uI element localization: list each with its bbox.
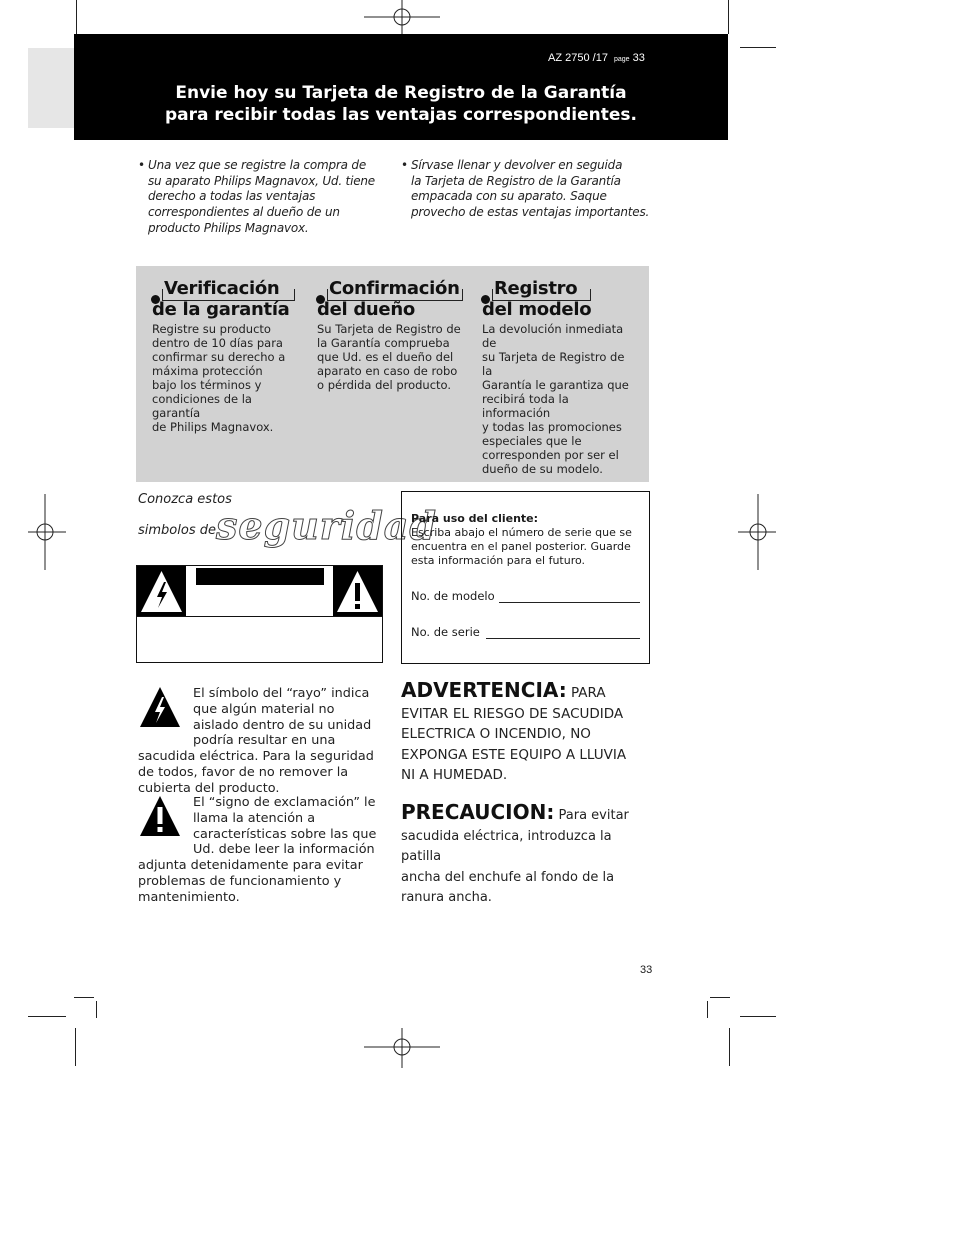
- intro-right-line: provecho de estas ventajas importantes.: [411, 205, 650, 220]
- body-line: condiciones de la garantía: [152, 392, 252, 420]
- intro-right-line: empacada con su aparato. Saque: [411, 189, 607, 204]
- lightning-triangle-icon: [138, 686, 193, 736]
- body-line: o pérdida del producto.: [317, 378, 452, 392]
- registration-mark-left: [28, 494, 66, 570]
- registration-mark-right: [738, 494, 776, 570]
- model-reference: [548, 52, 645, 64]
- body-line: y todas las promociones: [482, 420, 622, 434]
- precaucion-line: ranura ancha.: [401, 890, 492, 905]
- body-line: dentro de 10 días para: [152, 336, 283, 350]
- model-number-label: No. de modelo: [411, 589, 495, 603]
- intro-left-line: producto Philips Magnavox.: [148, 220, 309, 235]
- safety-intro-line-2: simbolos de: [138, 523, 216, 538]
- benefit-subtitle-warranty: de la garantía: [152, 299, 290, 320]
- title-line-2: para recibir todas las ventajas correspondientes.: [165, 105, 637, 125]
- advertencia-line: EVITAR EL RIESGO DE SACUDIDA: [401, 705, 624, 722]
- customer-info-box: [401, 491, 650, 664]
- intro-left-line: correspondientes al dueño de un: [148, 205, 340, 220]
- benefit-body-model: [482, 322, 632, 476]
- body-line: La devolución inmediata de: [482, 322, 624, 350]
- benefit-body-owner: [317, 322, 467, 392]
- intro-bullet-left: [138, 158, 375, 237]
- lightning-explanation-text: El símbolo del “rayo” indica que algún material no aislado dentro de su unidad podría resultar en una sacudida eléctrica. Para la seguridad de todos, favor de no remover la cubierta del producto.: [138, 686, 374, 796]
- benefit-body-warranty: [152, 322, 302, 434]
- body-line: que Ud. es el dueño del: [317, 350, 454, 364]
- advertencia-line: NI A HUMEDAD.: [401, 767, 508, 783]
- benefit-subtitle-model: del modelo: [482, 299, 592, 320]
- lightning-explanation: [138, 686, 380, 797]
- page-word: page: [613, 56, 630, 63]
- page-number: 33: [640, 964, 653, 976]
- title-line-1: Envie hoy su Tarjeta de Registro de la Garantía: [175, 83, 627, 103]
- body-line: máxima protección: [152, 364, 263, 378]
- safety-intro-line-1: Conozca estos: [138, 492, 232, 507]
- exclamation-triangle-icon: [138, 795, 193, 845]
- body-line: Garantía le garantiza que: [482, 378, 629, 392]
- bullet-dot: •: [401, 158, 408, 172]
- body-line: especiales que le: [482, 434, 582, 448]
- precaucion-block: [401, 802, 649, 909]
- bullet-dot: •: [138, 158, 145, 172]
- body-line: corresponden por ser el: [482, 448, 619, 462]
- intro-left-line: su aparato Philips Magnavox, Ud. tiene: [148, 173, 375, 188]
- precaucion-line: sacudida eléctrica, introduzca la patilla: [401, 828, 612, 864]
- exclamation-explanation: [138, 795, 380, 906]
- advertencia-line: EXPONGA ESTE EQUIPO A LLUVIA: [401, 746, 627, 763]
- intro-right-line: la Tarjeta de Registro de la Garantía: [411, 173, 621, 188]
- exclamation-panel: [333, 566, 382, 616]
- body-line: de Philips Magnavox.: [152, 420, 274, 434]
- benefit-title-warranty: Verificación: [164, 278, 280, 299]
- advertencia-heading: ADVERTENCIA:: [401, 678, 567, 702]
- label-divider: [137, 616, 382, 617]
- precaucion-lead: Para evitar: [558, 808, 629, 823]
- customer-box-text: Escriba abajo el número de serie que se encuentra en el panel posterior. Guarde esta información para el futuro.: [411, 526, 632, 567]
- model-code: AZ 2750 /17: [548, 52, 608, 64]
- lightning-panel: [137, 566, 186, 616]
- benefit-title-owner: Confirmación: [329, 278, 460, 299]
- serial-number-line: [486, 638, 640, 639]
- header-page-number: 33: [632, 52, 645, 64]
- registration-mark-bottom: [364, 1028, 440, 1068]
- body-line: la Garantía comprueba: [317, 336, 450, 350]
- advertencia-block: [401, 680, 649, 786]
- body-line: bajo los términos y: [152, 378, 262, 392]
- exclamation-triangle-icon: [333, 566, 382, 616]
- advertencia-lead: PARA: [571, 685, 606, 701]
- customer-box-title: Para uso del cliente:: [411, 512, 539, 525]
- serial-number-label: No. de serie: [411, 625, 480, 639]
- exclamation-explanation-text: El “signo de exclamación” le llama la atención a características sobre las que Ud. debe leer la información adjunta detenidamente para evitar problemas de funcionamiento y mantenimiento.: [138, 795, 377, 905]
- body-line: Registre su producto: [152, 322, 271, 336]
- page-title: [74, 82, 728, 126]
- intro-right-line: Sírvase llenar y devolver en seguida: [411, 158, 623, 172]
- benefit-subtitle-owner: del dueño: [317, 299, 415, 320]
- precaucion-line: ancha del enchufe al fondo de la: [401, 869, 615, 885]
- model-number-line: [499, 602, 640, 603]
- seguridad-wordmark: seguridad: [216, 503, 437, 548]
- body-line: su Tarjeta de Registro de la: [482, 350, 625, 378]
- advertencia-line: ELECTRICA O INCENDIO, NO: [401, 726, 591, 742]
- body-line: recibirá toda la información: [482, 392, 569, 420]
- lightning-triangle-icon: [137, 566, 186, 616]
- body-line: Su Tarjeta de Registro de: [317, 322, 461, 336]
- header-side-tab: [28, 48, 74, 128]
- intro-left-line: derecho a todas las ventajas: [148, 189, 316, 204]
- benefit-title-model: Registro: [494, 278, 578, 299]
- body-line: aparato en caso de robo: [317, 364, 458, 378]
- intro-bullet-right: [401, 158, 650, 221]
- body-line: confirmar su derecho a: [152, 350, 286, 364]
- warning-caption-bar: [196, 568, 324, 585]
- body-line: dueño de su modelo.: [482, 462, 603, 476]
- intro-left-line: Una vez que se registre la compra de: [148, 158, 367, 172]
- warning-label-box: [136, 565, 383, 663]
- precaucion-heading: PRECAUCION:: [401, 800, 555, 824]
